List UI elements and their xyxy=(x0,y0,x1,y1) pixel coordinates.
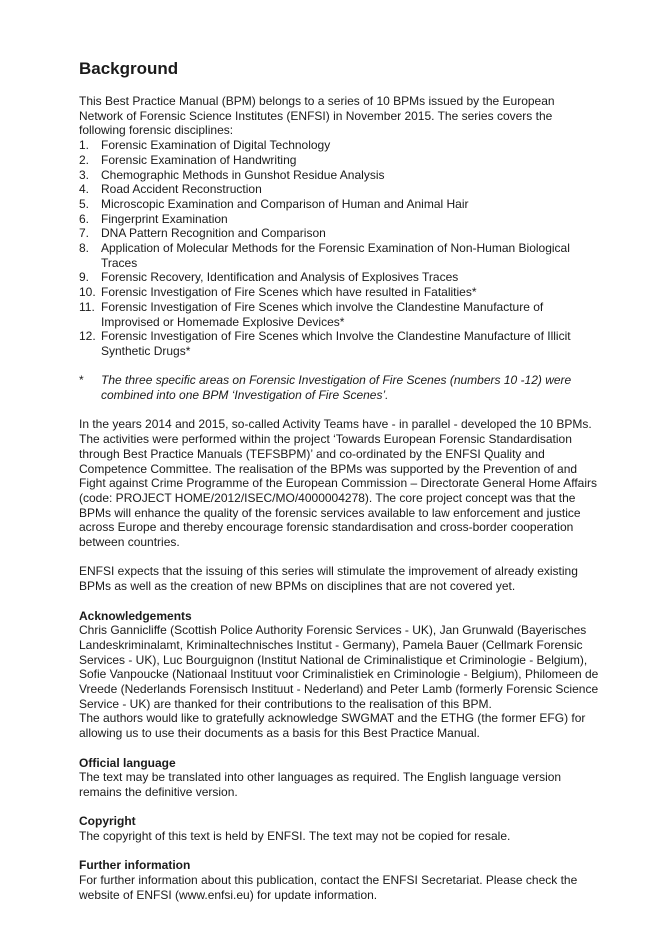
list-text: Microscopic Examination and Comparison of Human and Animal Hair xyxy=(101,196,469,211)
footnote xyxy=(79,373,599,402)
list-text: Forensic Examination of Digital Technology xyxy=(101,138,331,153)
acknowledgements-section xyxy=(79,609,599,741)
acknowledgements-text-2: The authors would like to gratefully acknowledge SWGMAT and the ETHG (the former EFG) for allowing us to use their documents as a basis for this Best Practice Manual. xyxy=(79,711,586,741)
list-item xyxy=(79,168,599,183)
acknowledgements-text: Chris Gannicliffe (Scottish Police Authority Forensic Services - UK), Jan Grunwald (Bayerisches Landeskriminalamt, Kriminaltechnisches Institut - Germany), Pamela Bauer (Cellmark Forensic Services - UK), Luc Bourguignon (Institut National de Criminalistique et Criminologie - Belgium), Sofie Vanpoucke (Nationaal Instituut voor Criminalistiek en Criminologie - Belgium), Philomeen de Vreede (Nederlands Forensisch Instituut - Nederland) and Peter Lamb (formerly Forensic Science Service - UK) are thanked for their contributions to the realisation of this BPM. xyxy=(79,623,599,711)
list-text: Road Accident Reconstruction xyxy=(101,182,262,197)
page-title: Background xyxy=(79,59,179,78)
official-language-section xyxy=(79,756,599,800)
copyright-text: The copyright of this text is held by ENFSI. The text may not be copied for resale. xyxy=(79,829,511,844)
expects-paragraph: ENFSI expects that the issuing of this series will stimulate the improvement of already existing BPMs as well as the creation of new BPMs on disciplines that are not covered yet. xyxy=(79,564,578,594)
list-item xyxy=(79,212,599,227)
activity-paragraph: In the years 2014 and 2015, so-called Activity Teams have - in parallel - developed the 10 BPMs. The activities were performed within the project ‘Towards European Forensic Standardisation through Best Practice Manuals (TEFSBPM)’ and co-ordinated by the ENFSI Quality and Competence Committee. The realisation of the BPMs was supported by the Prevention of and Fight against Crime Programme of the European Commission – Directorate General Home Affairs (code: PROJECT HOME/2012/ISEC/MO/4000004278). The core project concept was that the BPMs will enhance the quality of the forensic services available to law enforcement and justice across Europe and thereby encourage forensic standardisation and cross-border cooperation between countries. xyxy=(79,417,597,550)
acknowledgements-heading: Acknowledgements xyxy=(79,608,192,623)
list-item xyxy=(79,226,599,241)
list-text: Application of Molecular Methods for the Forensic Examination of Non-Human Biological Traces xyxy=(101,241,570,270)
list-number: 9. xyxy=(79,270,90,285)
list-text: Forensic Examination of Handwriting xyxy=(101,152,297,167)
list-text: Forensic Investigation of Fire Scenes which involve the Clandestine Manufacture of Improvised or Homemade Explosive Devices* xyxy=(101,299,544,329)
list-number: 5. xyxy=(79,196,90,211)
list-number: 4. xyxy=(79,182,90,197)
list-item xyxy=(79,285,599,300)
footnote-text: The three specific areas on Forensic Investigation of Fire Scenes (numbers 10 -12) were combined into one BPM ‘Investigation of Fire Scenes’. xyxy=(101,373,572,403)
list-number: 11. xyxy=(79,299,95,314)
list-item xyxy=(79,197,599,212)
further-information-heading: Further information xyxy=(79,858,191,873)
list-text: DNA Pattern Recognition and Comparison xyxy=(101,226,326,241)
disciplines-list xyxy=(79,138,599,359)
official-language-text: The text may be translated into other languages as required. The English language version remains the definitive version. xyxy=(79,770,562,799)
list-item xyxy=(79,153,599,168)
list-number: 6. xyxy=(79,211,90,226)
list-text: Fingerprint Examination xyxy=(101,211,228,226)
list-text: Forensic Investigation of Fire Scenes which have resulted in Fatalities* xyxy=(101,285,477,300)
document-page xyxy=(79,58,599,917)
list-item xyxy=(79,300,599,329)
list-item xyxy=(79,182,599,197)
list-item xyxy=(79,241,599,270)
list-number: 3. xyxy=(79,167,90,182)
list-text: Forensic Investigation of Fire Scenes which Involve the Clandestine Manufacture of Illicit Synthetic Drugs* xyxy=(101,329,571,358)
list-number: 1. xyxy=(79,138,90,153)
official-language-heading: Official language xyxy=(79,755,176,770)
copyright-heading: Copyright xyxy=(79,814,136,829)
list-number: 8. xyxy=(79,241,90,256)
list-item xyxy=(79,270,599,285)
copyright-section xyxy=(79,814,599,843)
list-number: 10. xyxy=(79,285,96,300)
further-information-text: For further information about this publication, contact the ENFSI Secretariat. Please check the website of ENFSI (www.enfsi.eu) for update information. xyxy=(79,873,578,902)
list-item xyxy=(79,138,599,153)
intro-paragraph: This Best Practice Manual (BPM) belongs to a series of 10 BPMs issued by the European Network of Forensic Science Institutes (ENFSI) in November 2015. The series covers the following forensic disciplines: xyxy=(79,94,555,138)
further-information-section xyxy=(79,858,599,902)
list-number: 2. xyxy=(79,152,90,167)
footnote-marker: * xyxy=(79,373,84,388)
list-number: 7. xyxy=(79,226,90,241)
list-number: 12. xyxy=(79,329,96,344)
list-text: Chemographic Methods in Gunshot Residue Analysis xyxy=(101,167,385,182)
list-item xyxy=(79,329,599,358)
list-text: Forensic Recovery, Identification and Analysis of Explosives Traces xyxy=(101,270,459,285)
